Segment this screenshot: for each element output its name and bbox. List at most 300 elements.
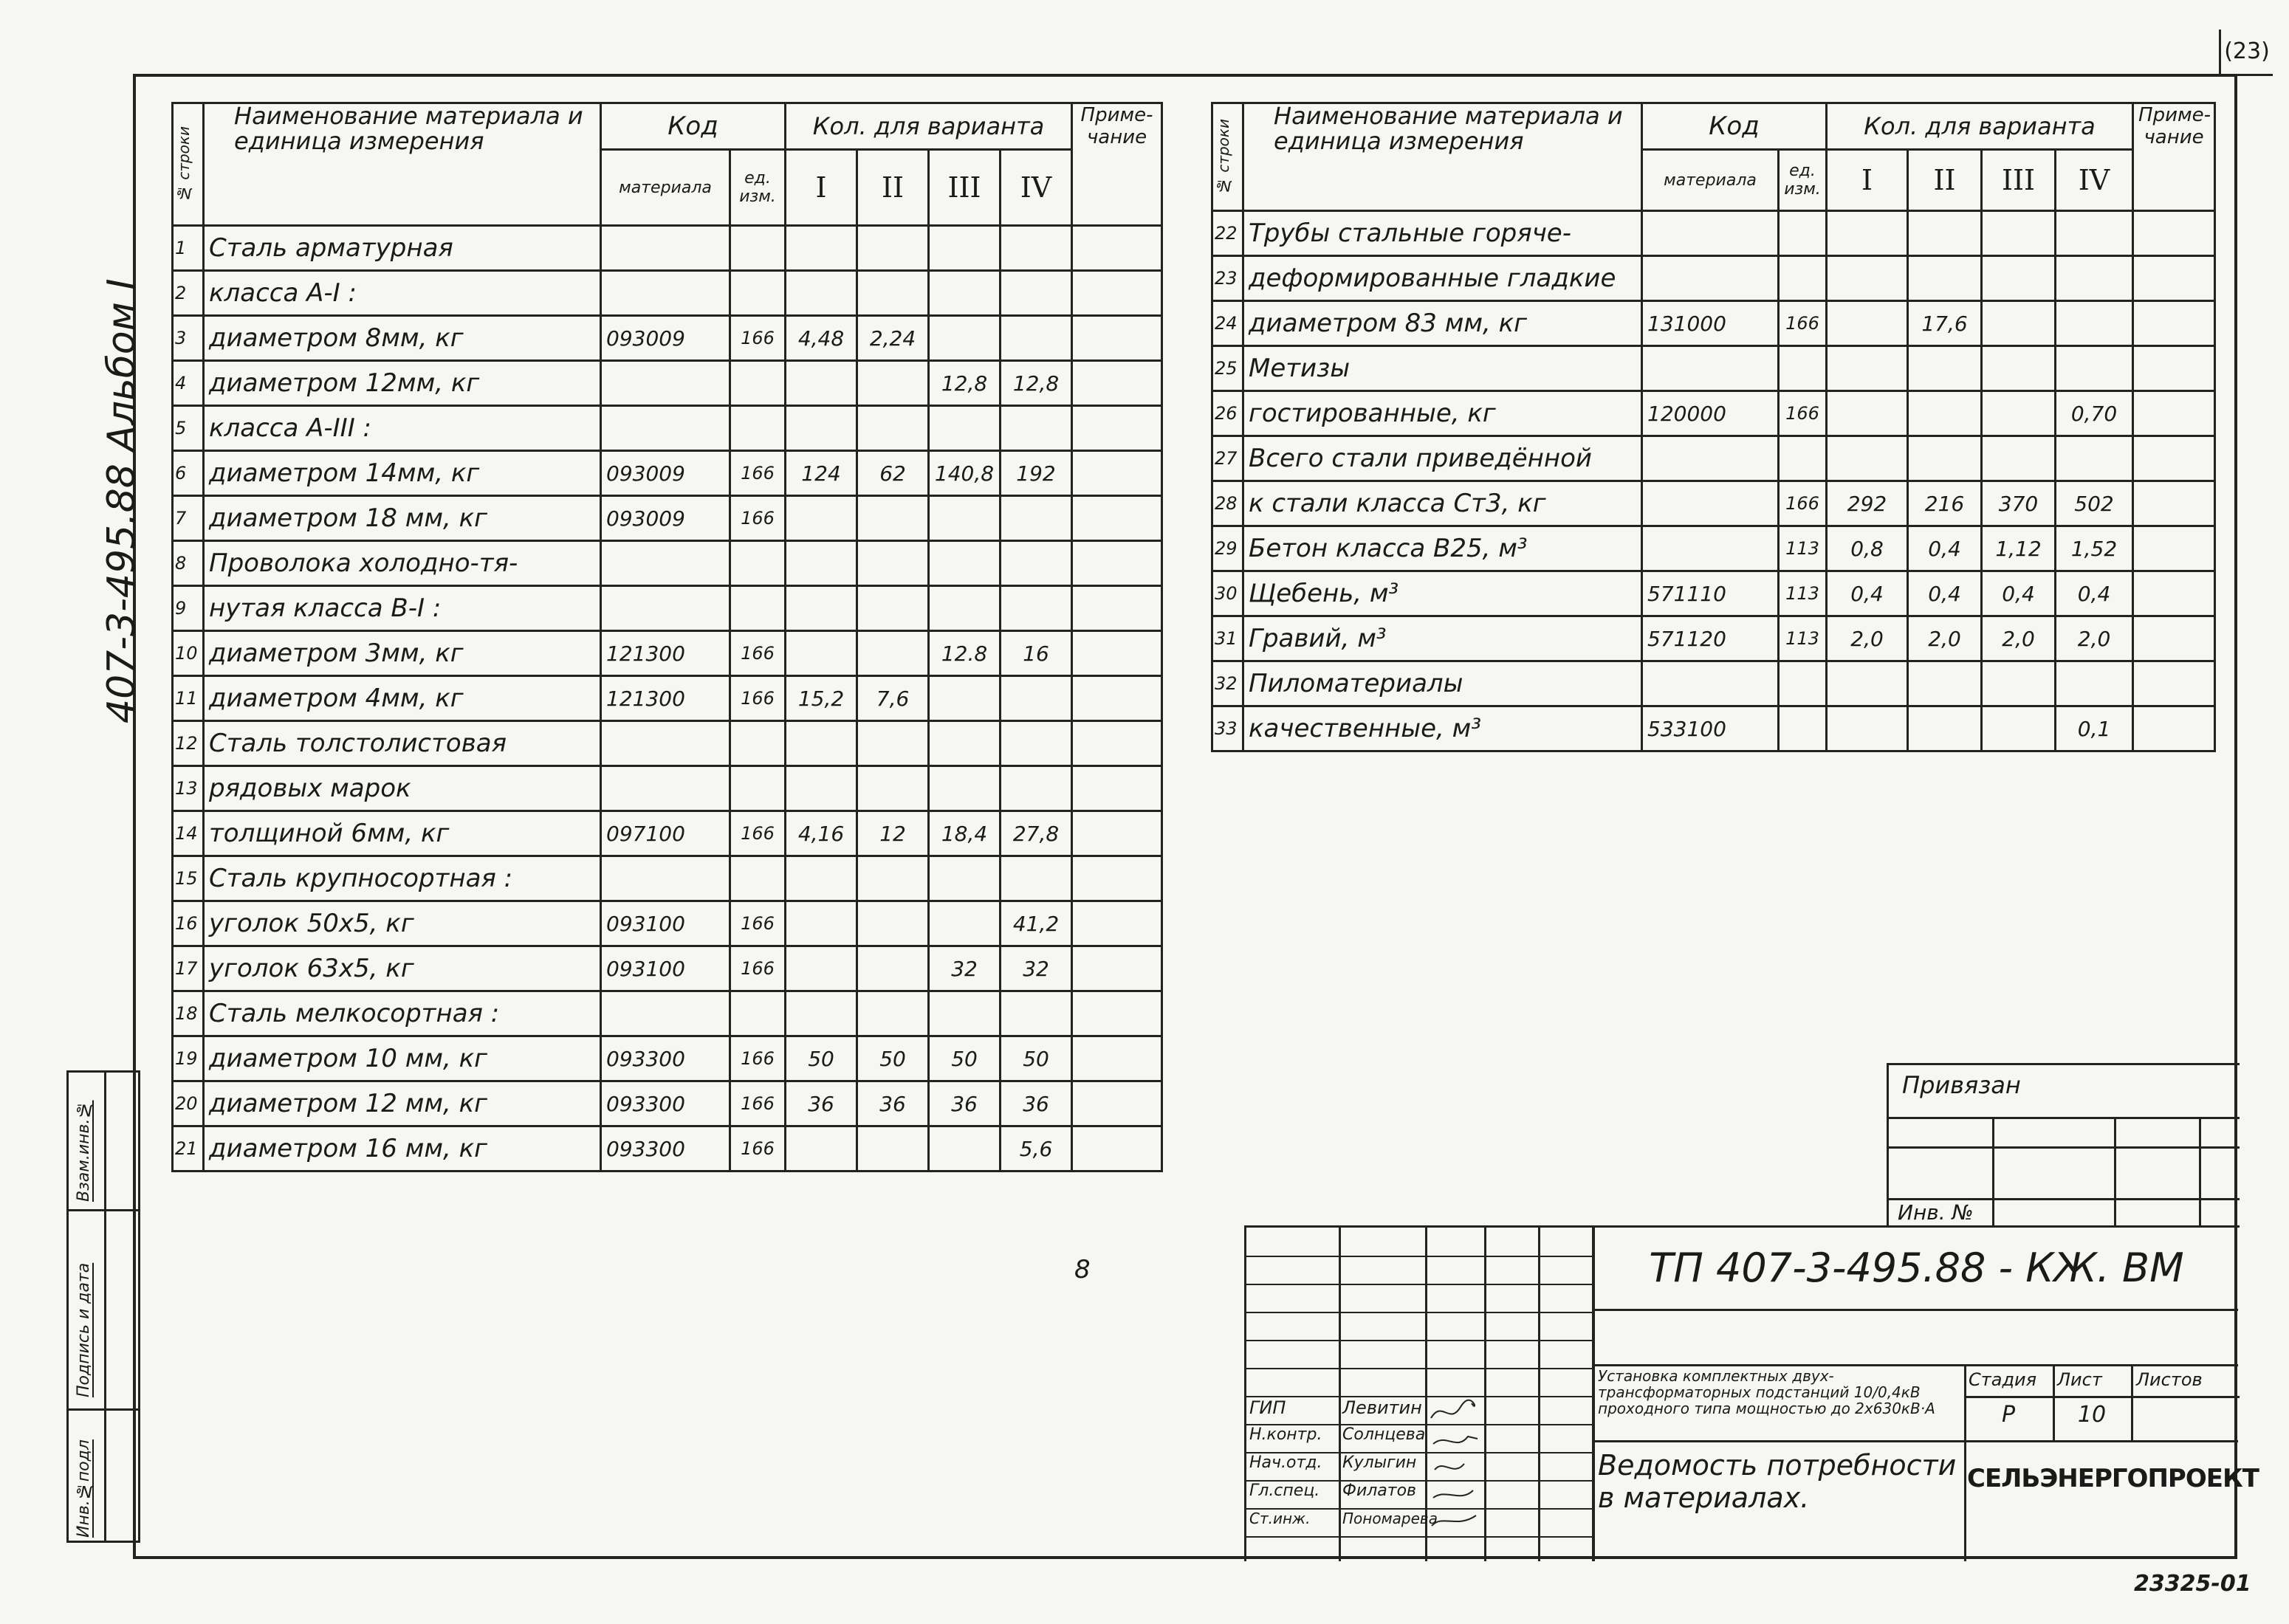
row-unit <box>730 586 786 631</box>
row-unit: 166 <box>730 316 786 361</box>
row-variant-4 <box>2056 346 2133 391</box>
row-unit: 166 <box>730 496 786 541</box>
table-row <box>173 946 1162 991</box>
row-variant-4: 16 <box>1001 631 1072 676</box>
row-variant-3 <box>929 1126 1001 1171</box>
row-variant-3 <box>1982 301 2056 346</box>
sheet-label: Лист <box>2057 1369 2102 1390</box>
row-variant-2: 0,4 <box>1908 526 1982 571</box>
row-name: диаметром 4мм, кг <box>204 676 601 721</box>
row-variant-4: 50 <box>1001 1036 1072 1081</box>
row-variant-2 <box>1908 436 1982 481</box>
row-variant-2: 62 <box>857 451 929 496</box>
row-code <box>1642 481 1779 526</box>
row-variant-2: 7,6 <box>857 676 929 721</box>
row-unit: 166 <box>1779 391 1827 436</box>
row-name: нутая класса В-I : <box>204 586 601 631</box>
row-name: Трубы стальные горяче- <box>1243 211 1642 256</box>
row-name: диаметром 18 мм, кг <box>204 496 601 541</box>
table-row <box>173 766 1162 811</box>
title-block <box>1244 1225 2259 1561</box>
person-row-nachotd <box>1249 1453 1589 1480</box>
row-note <box>1072 406 1162 451</box>
row-note <box>1072 1126 1162 1171</box>
doc-code: ТП 407-3-495.88 - КЖ. ВМ <box>1649 1245 2184 1291</box>
row-unit <box>1779 706 1827 751</box>
row-note <box>1072 586 1162 631</box>
table-row <box>1212 211 2215 256</box>
row-variant-3 <box>929 316 1001 361</box>
row-note <box>1072 946 1162 991</box>
row-variant-1 <box>1827 706 1908 751</box>
row-variant-2: 17,6 <box>1908 301 1982 346</box>
row-variant-4: 0,70 <box>2056 391 2133 436</box>
row-variant-3: 0,4 <box>1982 571 2056 616</box>
table-row <box>173 1126 1162 1171</box>
row-name: Щебень, м³ <box>1243 571 1642 616</box>
row-variant-1 <box>1827 391 1908 436</box>
row-variant-3: 12.8 <box>929 631 1001 676</box>
row-number: 31 <box>1212 616 1243 661</box>
row-variant-1 <box>1827 301 1908 346</box>
row-number: 18 <box>173 991 204 1036</box>
row-variant-4 <box>1001 856 1072 901</box>
header-variant-4: IV <box>2056 150 2133 211</box>
table-row <box>1212 526 2215 571</box>
row-variant-4: 0,4 <box>2056 571 2133 616</box>
row-note <box>1072 901 1162 946</box>
header-variants: Кол. для варианта <box>786 103 1072 150</box>
row-unit <box>730 271 786 316</box>
row-number: 4 <box>173 361 204 406</box>
header-variant-3: III <box>1982 150 2056 211</box>
header-variant-1: I <box>786 150 857 226</box>
row-note <box>1072 1081 1162 1126</box>
row-name: Проволока холодно-тя- <box>204 541 601 586</box>
row-variant-4 <box>2056 661 2133 706</box>
header-code-material: материала <box>1642 150 1779 211</box>
row-number: 7 <box>173 496 204 541</box>
table-row <box>1212 661 2215 706</box>
table-row <box>173 901 1162 946</box>
table-row <box>173 316 1162 361</box>
person-row-nkontr <box>1249 1425 1589 1452</box>
row-name: диаметром 3мм, кг <box>204 631 601 676</box>
row-note <box>1072 811 1162 856</box>
row-note <box>2133 706 2215 751</box>
row-code <box>601 991 730 1036</box>
row-variant-1: 0,4 <box>1827 571 1908 616</box>
row-variant-2: 216 <box>1908 481 1982 526</box>
row-name: рядовых марок <box>204 766 601 811</box>
row-variant-1 <box>1827 346 1908 391</box>
row-variant-3 <box>929 901 1001 946</box>
row-variant-3: 50 <box>929 1036 1001 1081</box>
header-code-material: материала <box>601 150 730 226</box>
row-variant-3: 1,12 <box>1982 526 2056 571</box>
row-name: Сталь толстолистовая <box>204 721 601 766</box>
row-code: 120000 <box>1642 391 1779 436</box>
row-unit: 166 <box>730 811 786 856</box>
row-unit: 166 <box>730 1126 786 1171</box>
row-variant-2: 2,24 <box>857 316 929 361</box>
table-row <box>173 406 1162 451</box>
row-variant-3 <box>929 676 1001 721</box>
row-variant-2: 0,4 <box>1908 571 1982 616</box>
organization: СЕЛЬЭНЕРГОПРОЕКТ <box>1967 1464 2259 1493</box>
row-name: Всего стали приведённой <box>1243 436 1642 481</box>
row-note <box>1072 316 1162 361</box>
row-unit <box>1779 436 1827 481</box>
row-unit: 166 <box>730 676 786 721</box>
row-variant-2 <box>857 1126 929 1171</box>
row-variant-4: 502 <box>2056 481 2133 526</box>
row-variant-1 <box>1827 436 1908 481</box>
row-number: 5 <box>173 406 204 451</box>
row-variant-3: 36 <box>929 1081 1001 1126</box>
row-variant-2 <box>857 226 929 271</box>
row-variant-4 <box>1001 316 1072 361</box>
row-code: 093009 <box>601 451 730 496</box>
person-name: Филатов <box>1342 1482 1417 1500</box>
row-variant-4 <box>1001 766 1072 811</box>
row-number: 1 <box>173 226 204 271</box>
row-variant-1 <box>786 901 857 946</box>
privyazan-title: Привязан <box>1902 1071 2021 1099</box>
header-code: Код <box>1642 103 1827 150</box>
row-variant-2 <box>1908 256 1982 301</box>
table-row <box>1212 571 2215 616</box>
row-code <box>1642 526 1779 571</box>
sheet-corner-number: (23) <box>2219 30 2273 76</box>
row-variant-2: 50 <box>857 1036 929 1081</box>
row-note <box>1072 271 1162 316</box>
table-row <box>173 361 1162 406</box>
row-unit: 166 <box>730 451 786 496</box>
row-number: 14 <box>173 811 204 856</box>
row-variant-3 <box>929 271 1001 316</box>
row-name: класса А-III : <box>204 406 601 451</box>
row-code: 533100 <box>1642 706 1779 751</box>
stamp-vzam-inv: Взам.инв.№ <box>75 1100 93 1202</box>
stamp-inv-podl: Инв.№подл <box>75 1439 93 1538</box>
row-code <box>601 721 730 766</box>
row-variant-3 <box>929 226 1001 271</box>
row-number: 28 <box>1212 481 1243 526</box>
row-unit: 166 <box>730 901 786 946</box>
row-note <box>2133 391 2215 436</box>
header-code: Код <box>601 103 786 150</box>
row-note <box>1072 226 1162 271</box>
header-code-unit: ед. изм. <box>730 150 786 226</box>
side-stamp <box>66 1070 140 1543</box>
row-variant-3 <box>929 586 1001 631</box>
row-name: Сталь мелкосортная : <box>204 991 601 1036</box>
table-row <box>1212 706 2215 751</box>
row-note <box>1072 721 1162 766</box>
stamp-podpis-data: Подпись и дата <box>75 1262 93 1397</box>
row-variant-1 <box>1827 661 1908 706</box>
row-unit: 113 <box>1779 616 1827 661</box>
row-variant-2 <box>1908 661 1982 706</box>
sheets-label: Листов <box>2136 1369 2203 1390</box>
row-name: диаметром 12 мм, кг <box>204 1081 601 1126</box>
row-variant-4: 0,1 <box>2056 706 2133 751</box>
row-unit: 166 <box>730 631 786 676</box>
row-variant-1: 292 <box>1827 481 1908 526</box>
row-note <box>2133 481 2215 526</box>
row-name: Бетон класса В25, м³ <box>1243 526 1642 571</box>
table-row <box>1212 481 2215 526</box>
row-variant-3 <box>1982 661 2056 706</box>
row-code <box>1642 436 1779 481</box>
row-variant-1: 36 <box>786 1081 857 1126</box>
signatures <box>1427 1396 1483 1536</box>
row-number: 25 <box>1212 346 1243 391</box>
person-name: Солнцева <box>1342 1425 1426 1444</box>
row-variant-3: 140,8 <box>929 451 1001 496</box>
row-note <box>2133 526 2215 571</box>
row-variant-1 <box>1827 211 1908 256</box>
table-row <box>1212 436 2215 481</box>
row-variant-3: 32 <box>929 946 1001 991</box>
row-unit <box>730 721 786 766</box>
row-variant-1: 15,2 <box>786 676 857 721</box>
privyazan-block <box>1887 1063 2240 1228</box>
row-note <box>1072 496 1162 541</box>
table-row <box>173 226 1162 271</box>
row-number: 9 <box>173 586 204 631</box>
header-variant-2: II <box>1908 150 1982 211</box>
row-code <box>601 271 730 316</box>
row-variant-3 <box>1982 391 2056 436</box>
row-number: 10 <box>173 631 204 676</box>
row-note <box>1072 856 1162 901</box>
row-name: диаметром 16 мм, кг <box>204 1126 601 1171</box>
row-name: уголок 50х5, кг <box>204 901 601 946</box>
row-note <box>1072 1036 1162 1081</box>
album-label: 407-3-495.88 Альбом I <box>100 278 144 723</box>
row-variant-4: 1,52 <box>2056 526 2133 571</box>
row-number: 2 <box>173 271 204 316</box>
row-code <box>601 586 730 631</box>
row-variant-4 <box>1001 541 1072 586</box>
row-variant-2: 12 <box>857 811 929 856</box>
row-variant-3 <box>929 766 1001 811</box>
row-variant-2 <box>857 721 929 766</box>
row-variant-1 <box>1827 256 1908 301</box>
row-variant-4: 12,8 <box>1001 361 1072 406</box>
row-code: 121300 <box>601 631 730 676</box>
person-name: Кулыгин <box>1342 1453 1417 1472</box>
row-variant-1 <box>786 541 857 586</box>
row-variant-1: 0,8 <box>1827 526 1908 571</box>
row-variant-1 <box>786 226 857 271</box>
row-name: Сталь крупносортная : <box>204 856 601 901</box>
sheet-title: Ведомость потребности в материалах. <box>1598 1449 1957 1514</box>
row-variant-3: 370 <box>1982 481 2056 526</box>
stage-value: Р <box>2001 1402 2016 1428</box>
row-code: 097100 <box>601 811 730 856</box>
row-unit <box>730 991 786 1036</box>
row-variant-4 <box>2056 256 2133 301</box>
row-note <box>2133 256 2215 301</box>
row-variant-3 <box>1982 211 2056 256</box>
row-name: толщиной 6мм, кг <box>204 811 601 856</box>
row-variant-1: 2,0 <box>1827 616 1908 661</box>
header-variant-2: II <box>857 150 929 226</box>
row-code: 093300 <box>601 1126 730 1171</box>
row-code: 571110 <box>1642 571 1779 616</box>
row-variant-2 <box>857 406 929 451</box>
row-code <box>1642 211 1779 256</box>
table-row <box>173 496 1162 541</box>
row-variant-4 <box>1001 721 1072 766</box>
row-variant-2 <box>1908 391 1982 436</box>
row-variant-2 <box>1908 211 1982 256</box>
row-variant-4 <box>1001 496 1072 541</box>
row-unit: 166 <box>1779 481 1827 526</box>
row-variant-4: 5,6 <box>1001 1126 1072 1171</box>
row-unit: 166 <box>1779 301 1827 346</box>
row-number: 26 <box>1212 391 1243 436</box>
header-variant-3: III <box>929 150 1001 226</box>
row-note <box>2133 661 2215 706</box>
row-code <box>601 406 730 451</box>
row-unit <box>730 541 786 586</box>
row-number: 11 <box>173 676 204 721</box>
row-code: 093009 <box>601 316 730 361</box>
header-num: № строки <box>1215 118 1232 195</box>
person-name: Левитин <box>1342 1397 1422 1418</box>
row-variant-1 <box>786 406 857 451</box>
person-row-gip <box>1249 1397 1589 1424</box>
row-variant-2 <box>857 541 929 586</box>
row-note <box>2133 346 2215 391</box>
table-row <box>1212 256 2215 301</box>
row-variant-4 <box>1001 676 1072 721</box>
person-role: Нач.отд. <box>1249 1453 1322 1472</box>
row-variant-2 <box>857 496 929 541</box>
row-name: гостированные, кг <box>1243 391 1642 436</box>
project-description: Установка комплектных двух-трансформаторных подстанций 10/0,4кВ проходного типа мощностью до 2х630кВ·А <box>1598 1367 1935 1417</box>
header-variant-1: I <box>1827 150 1908 211</box>
row-number: 29 <box>1212 526 1243 571</box>
row-variant-4: 36 <box>1001 1081 1072 1126</box>
row-name: к стали класса Ст3, кг <box>1243 481 1642 526</box>
row-number: 20 <box>173 1081 204 1126</box>
row-variant-1 <box>786 271 857 316</box>
person-role: Ст.инж. <box>1249 1510 1311 1527</box>
row-name: уголок 63х5, кг <box>204 946 601 991</box>
row-note <box>2133 616 2215 661</box>
row-number: 23 <box>1212 256 1243 301</box>
stray-mark: 8 <box>1074 1255 1091 1284</box>
row-variant-4: 27,8 <box>1001 811 1072 856</box>
row-number: 19 <box>173 1036 204 1081</box>
row-variant-4 <box>2056 301 2133 346</box>
person-role: Н.контр. <box>1249 1425 1322 1444</box>
row-variant-2 <box>857 631 929 676</box>
row-name: диаметром 8мм, кг <box>204 316 601 361</box>
row-note <box>1072 541 1162 586</box>
row-name: диаметром 83 мм, кг <box>1243 301 1642 346</box>
row-number: 21 <box>173 1126 204 1171</box>
row-code <box>601 856 730 901</box>
table-row <box>1212 301 2215 346</box>
row-variant-4 <box>1001 226 1072 271</box>
row-code: 093100 <box>601 946 730 991</box>
row-name: Пиломатериалы <box>1243 661 1642 706</box>
row-unit <box>1779 256 1827 301</box>
row-variant-4: 41,2 <box>1001 901 1072 946</box>
table-row <box>173 811 1162 856</box>
header-note: Приме- чание <box>1072 103 1162 226</box>
row-name: диаметром 10 мм, кг <box>204 1036 601 1081</box>
row-number: 6 <box>173 451 204 496</box>
row-variant-2 <box>857 991 929 1036</box>
row-variant-1: 4,16 <box>786 811 857 856</box>
person-role: ГИП <box>1249 1397 1286 1418</box>
row-number: 12 <box>173 721 204 766</box>
row-variant-1 <box>786 496 857 541</box>
row-code: 131000 <box>1642 301 1779 346</box>
table-row <box>173 541 1162 586</box>
row-note <box>1072 766 1162 811</box>
row-unit <box>1779 661 1827 706</box>
row-variant-3 <box>929 856 1001 901</box>
row-unit <box>730 766 786 811</box>
person-row-stinzh <box>1249 1510 1589 1536</box>
row-code: 093300 <box>601 1081 730 1126</box>
row-note <box>2133 436 2215 481</box>
header-variant-4: IV <box>1001 150 1072 226</box>
row-name: деформированные гладкие <box>1243 256 1642 301</box>
row-code: 121300 <box>601 676 730 721</box>
row-name: Метизы <box>1243 346 1642 391</box>
row-name: класса А-I : <box>204 271 601 316</box>
left-materials-table <box>171 102 1163 1172</box>
stage-label: Стадия <box>1969 1369 2037 1390</box>
row-variant-2: 36 <box>857 1081 929 1126</box>
row-name: диаметром 14мм, кг <box>204 451 601 496</box>
row-note <box>1072 451 1162 496</box>
table-row <box>173 991 1162 1036</box>
table-row <box>173 586 1162 631</box>
row-number: 27 <box>1212 436 1243 481</box>
header-row <box>173 103 1162 150</box>
table-row <box>173 631 1162 676</box>
row-number: 16 <box>173 901 204 946</box>
row-code: 093300 <box>601 1036 730 1081</box>
table-row <box>173 451 1162 496</box>
row-code: 093009 <box>601 496 730 541</box>
row-name: качественные, м³ <box>1243 706 1642 751</box>
table-row <box>173 856 1162 901</box>
row-variant-3: 2,0 <box>1982 616 2056 661</box>
row-code <box>601 766 730 811</box>
row-variant-4 <box>1001 991 1072 1036</box>
header-row <box>1212 103 2215 150</box>
row-variant-4: 2,0 <box>2056 616 2133 661</box>
row-note <box>2133 211 2215 256</box>
row-unit: 113 <box>1779 526 1827 571</box>
row-variant-3 <box>1982 706 2056 751</box>
row-variant-3 <box>1982 256 2056 301</box>
row-variant-2 <box>857 946 929 991</box>
row-variant-2 <box>857 901 929 946</box>
row-variant-1 <box>786 856 857 901</box>
